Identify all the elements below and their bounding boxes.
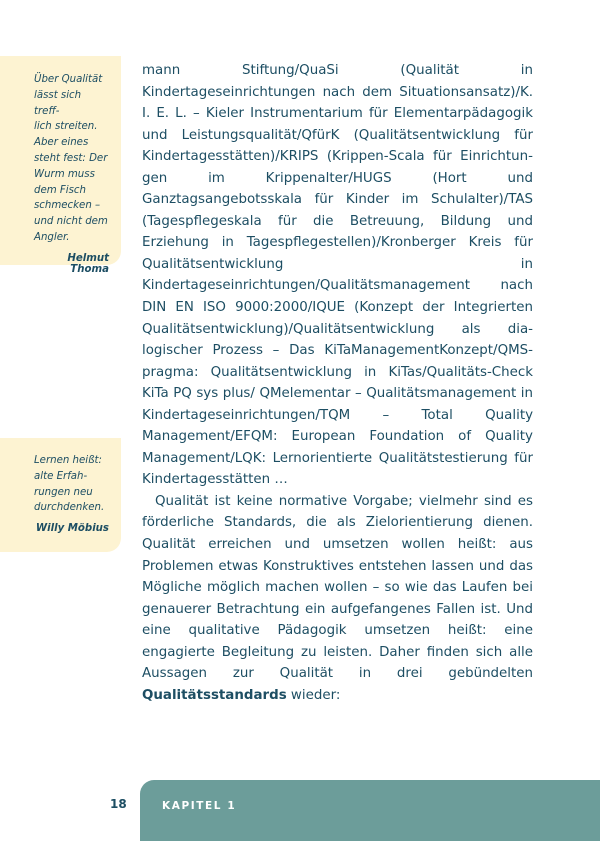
quote-author: Helmut Thoma: [67, 252, 109, 275]
sidebar-quote-box-1: [0, 56, 121, 275]
chapter-footer-bar: [140, 780, 600, 841]
quote-author: Willy Möbius: [35, 523, 109, 535]
sidebar-quote-box-2: [0, 438, 121, 552]
emphasis-term: Qualitätsstandards: [142, 687, 287, 703]
paragraph-end: wieder:: [286, 687, 341, 703]
paragraph: [142, 491, 533, 706]
page-number: 18: [110, 797, 127, 811]
quote-text: Über Qualität lässt sich treff- lich streiten. Aber eines steht fest: Der Wurm muss dem Fisch schmecken – und nicht dem Angler.: [34, 74, 108, 243]
paragraph: mann Stiftung/QuaSi (Qualität in Kindertageseinrichtungen nach dem Situationsansatz)/K. I. E. L. – Kieler Instrumentarium für Elementarpädagogik und Leistungsqualität/QfürK (Qualitätsentwicklung für Kindertagesstätten)/KRIPS (Krippen-Scala für Einrichtungen im Krippenalter/HUGS (Hort und Ganztagsangebotsskala für Kinder im Schulalter)/TAS (Tagespflegeskala für die Betreuung, Bildung und Erziehung in Tagespflegestellen)/Kronberger Kreis für Qualitätsentwicklung in Kindertageseinrichtungen/Qualitätsmanagement nach DIN EN ISO 9000:2000/IQUE (Konzept der Integrierten Qualitätsentwicklung)/Qualitätsentwicklung als dialogischer Prozess – Das KiTaManagementKonzept/QMS-pragma: Qualitätsentwicklung in KiTas/Qualitäts-Check KiTa PQ sys plus/ QMelementar – Qualitätsmanagement in Kindertageseinrichtungen/TQM – Total Quality Management/EFQM: European Foundation of Quality Management/LQK: Lernorientierte Qualitätstestierung für Kindertagesstätten …: [142, 63, 533, 488]
quote-text: Lernen heißt: alte Erfah- rungen neu durchdenken.: [34, 455, 105, 514]
body-text: [142, 60, 533, 706]
chapter-label: KAPITEL 1: [162, 800, 237, 812]
paragraph-text: Qualität ist keine normative Vorgabe; vielmehr sind es förderliche Standards, die als Zielorientierung dienen. Qualität erreichen und umsetzen wollen heißt: aus Problemen etwas Konstruktives entstehen lassen und das Mögliche möglich machen wollen – so wie das Laufen bei genauerer Betrachtung ein aufgefangenes Fallen ist. Und eine qualitative Pädagogik umsetzen heißt: eine engagierte Begleitung zu leisten. Daher finden sich alle Aussagen zur Qualität in drei gebündelten: [142, 493, 533, 682]
